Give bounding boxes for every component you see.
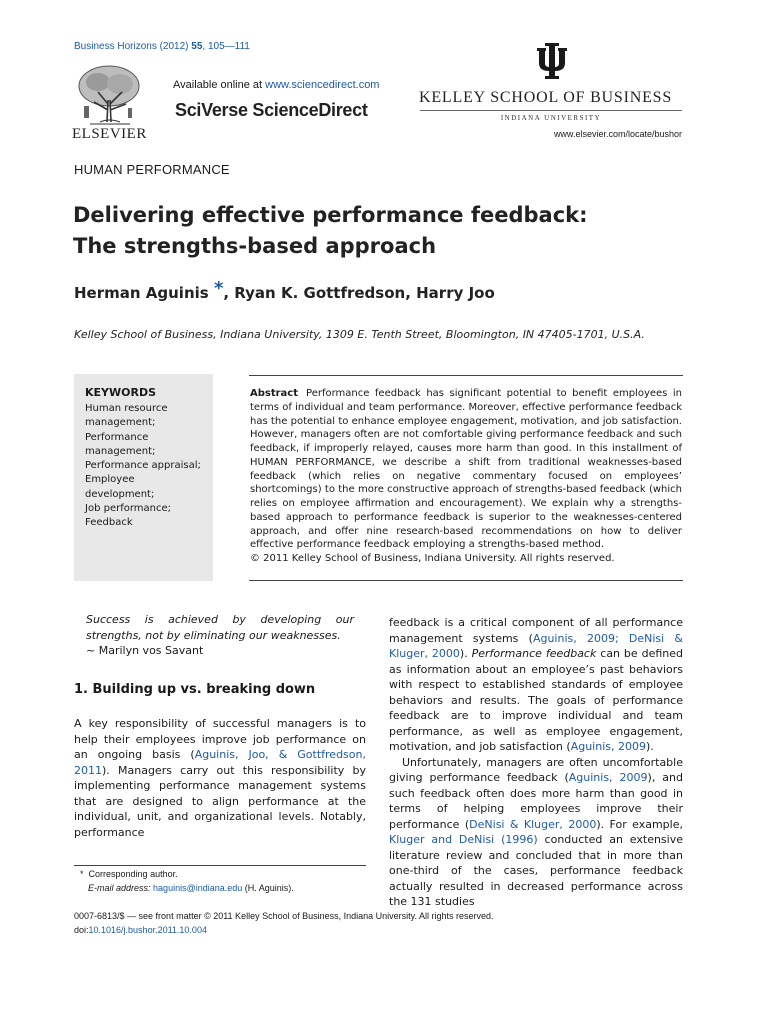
- footnote-line-2: [80, 881, 294, 895]
- kelley-divider: [420, 110, 682, 111]
- body-text: ). Managers carry out this responsibility by implementing performance management systems that are designed to align performance at the individual, unit, and organizational levels. Notably, performance: [74, 763, 366, 839]
- available-online: [173, 79, 379, 91]
- doi-line: [74, 923, 494, 937]
- available-prefix: Available online at: [173, 79, 266, 91]
- body-left-column: [74, 716, 366, 840]
- term-emphasis: Performance feedback: [471, 647, 597, 660]
- email-link[interactable]: haguinis@indiana.edu: [153, 883, 243, 893]
- keyword-line: Performance: [85, 431, 149, 443]
- author-list: [74, 278, 495, 302]
- abstract-copyright: © 2011 Kelley School of Business, Indiana University. All rights reserved.: [250, 553, 615, 564]
- journal-volume: 55: [191, 41, 203, 52]
- epigraph-attribution: ~ Marilyn vos Savant: [86, 644, 204, 657]
- body-text: ), and such feedback often does more harm than good in terms of helping employees improve their performance (: [389, 771, 683, 831]
- keyword-line: Feedback: [85, 517, 133, 529]
- abstract-bottom-rule: [249, 580, 683, 581]
- citation-link[interactable]: Kluger and DeNisi (1996): [389, 833, 538, 846]
- journal-citation: [74, 41, 250, 52]
- other-authors: , Ryan K. Gottfredson, Harry Joo: [223, 284, 495, 302]
- front-matter-line: 0007-6813/$ — see front matter © 2011 Kelley School of Business, Indiana University. All rights reserved.: [74, 911, 494, 921]
- doi-label: doi:: [74, 925, 89, 935]
- citation-link[interactable]: Aguinis, 2009; DeNisi & Kluger, 2000: [389, 631, 683, 660]
- body-text: A key responsibility of successful managers is to help their employees improve job performance on an ongoing basis (: [74, 717, 366, 761]
- front-matter: [74, 909, 494, 937]
- section-heading: 1. Building up vs. breaking down: [74, 682, 316, 697]
- abstract-text: Performance feedback has significant potential to benefit employees in terms of individual and team performance. Moreover, effective performance feedback has the potential to enhance employee engagement, motivation, and job satisfaction. However, managers often are not comfortable giving performance feedback and such feedback, if improperly relayed, causes more harm than good. In this installment of HUMAN PERFORMANCE, we describe a shift from traditional weaknesses-based feedback (which relies on negative commentary focused on employees’ shortcomings) to the more constructive approach of strengths-based feedback (which relies on employee affirmation and encouragement). We explain why a strengths-based approach to performance feedback is superior to the weaknesses-centered approach, and offer nine research-based recommendations on how to deliver effective performance feedback employing a strengths-based method.: [250, 388, 682, 551]
- body-text: conducted an extensive literature review and concluded that in more than one-third of the cases, performance feedback actually resulted in decreased performance across the 131 studies: [389, 833, 683, 908]
- affiliation: Kelley School of Business, Indiana University, 1309 E. Tenth Street, Bloomington, IN 47405-1701, U.S.A.: [74, 328, 645, 341]
- title-line-1: Delivering effective performance feedback:: [73, 203, 588, 227]
- footnote: [80, 867, 294, 895]
- keyword-line: Job performance;: [85, 503, 172, 515]
- body-right-column: [389, 615, 683, 910]
- kelley-school-name: KELLEY SCHOOL OF BUSINESS: [419, 89, 673, 106]
- body-text: feedback is a critical component of all performance management systems (: [389, 616, 683, 645]
- body-text: Unfortunately, managers are often uncomfortable giving performance feedback (: [389, 755, 683, 784]
- keyword-line: management;: [85, 417, 156, 429]
- sciverse-wordmark: SciVerse ScienceDirect: [175, 100, 368, 120]
- keyword-line: management;: [85, 445, 156, 457]
- footnote-line-1: [80, 867, 294, 881]
- body-text: ).: [645, 740, 654, 753]
- abstract-label: Abstract: [250, 388, 299, 399]
- footnote-mark: *: [80, 869, 84, 879]
- footnote-rule: [74, 865, 366, 866]
- title-line-2: The strengths-based approach: [73, 234, 437, 258]
- university-name: INDIANA UNIVERSITY: [500, 114, 602, 122]
- keyword-line: Performance appraisal;: [85, 460, 201, 472]
- abstract-top-rule: [249, 375, 683, 376]
- author-1: Herman Aguinis: [74, 284, 209, 302]
- footnote-corresponding: Corresponding author.: [88, 869, 178, 879]
- body-text: ).: [459, 647, 472, 660]
- body-text: ). For example,: [596, 817, 683, 831]
- keyword-line: development;: [85, 488, 155, 500]
- citation-link[interactable]: Aguinis, 2009: [568, 771, 648, 784]
- email-label: E-mail address:: [88, 883, 151, 893]
- epigraph-quote: Success is achieved by developing our strengths, not by eliminating our weaknesses.: [86, 613, 354, 642]
- email-name: (H. Aguinis).: [244, 883, 294, 893]
- section-label: HUMAN PERFORMANCE: [74, 162, 230, 177]
- paragraph: [389, 615, 683, 755]
- citation-link[interactable]: Aguinis, 2009: [570, 740, 646, 753]
- keywords-heading: KEYWORDS: [85, 386, 157, 399]
- citation-link[interactable]: DeNisi & Kluger, 2000: [469, 817, 597, 831]
- journal-name: Business Horizons (2012): [74, 41, 189, 52]
- keywords-box: [74, 374, 213, 581]
- keywords-list: [85, 402, 201, 531]
- abstract: [250, 387, 682, 566]
- doi-link[interactable]: 10.1016/j.bushor.2011.10.004: [88, 925, 207, 935]
- keyword-line: Employee: [85, 474, 135, 486]
- journal-pages: , 105—111: [202, 41, 250, 52]
- body-text: can be defined as information about an employee’s past behaviors with respect to established standards of employee behaviors and results. The goals of performance feedback are to improve individual and team performance, as well as employee engagement, motivation, and job satisfaction (: [389, 647, 683, 753]
- iu-trident-logo: [537, 43, 567, 79]
- corresponding-author-link[interactable]: *: [213, 278, 224, 299]
- article-title: [73, 200, 588, 262]
- citation-link[interactable]: Aguinis, Joo, & Gottfredson, 2011: [74, 748, 366, 777]
- paragraph: [389, 755, 683, 910]
- elsevier-wordmark: ELSEVIER: [72, 126, 147, 142]
- keyword-line: Human resource: [85, 403, 168, 414]
- sciencedirect-link[interactable]: www.sciencedirect.com: [265, 79, 380, 91]
- journal-homepage[interactable]: www.elsevier.com/locate/bushor: [553, 129, 682, 139]
